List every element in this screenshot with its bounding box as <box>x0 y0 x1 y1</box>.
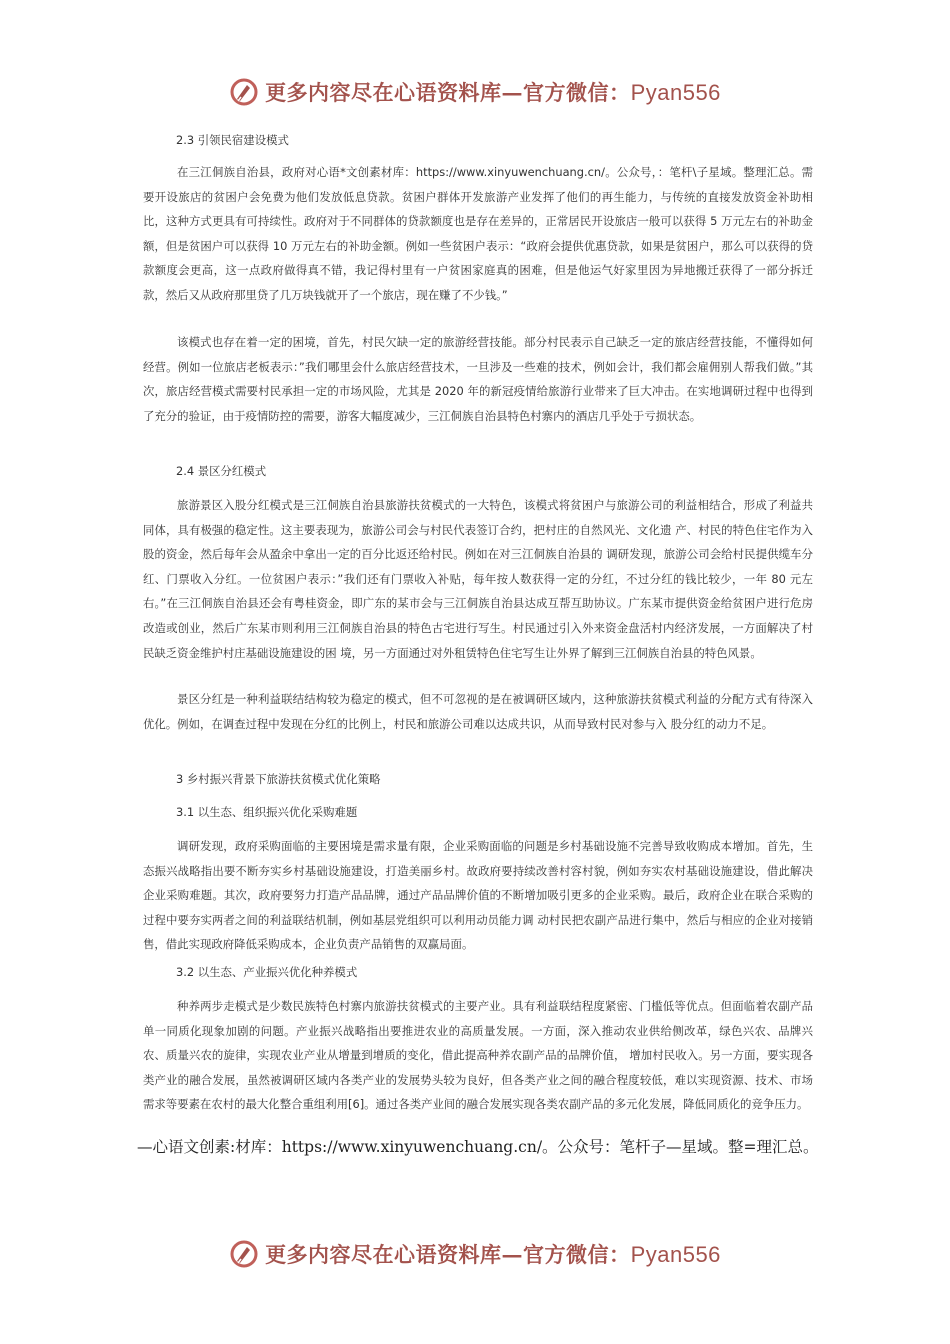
paragraph-1 <box>143 160 813 308</box>
paragraph-text: 在三江侗族自治县，政府对心语*文创素材库：https://www.xinyuwenchuang.cn/。公众号，：笔杆\子星域。整理汇总。需要开设旅店的贫困户会免费为他们发放低息贷款。贫困户群体开发旅游产业发挥了他们的再生能力，与传统的直接发放资金补助相比，这种方式更具有可持续性。政府对于不同群体的贷款额度也是存在差异的，正常居民开设旅店一般可以获得 5 万元左右的补助金额，但是贫困户可以获得 10 万元左右的补助金额。例如一些贫困户表示：“政府会提供优惠贷款，如果是贫困户，那么可以获得的贷款额度会更高，这一点政府做得真不错，我记得村里有一户贫困家庭真的困难，但是他运气好家里因为异地搬迁获得了一部分拆迁款，然后又从政府那里贷了几万块钱就开了一个旅店，现在赚了不少钱。” <box>143 165 813 302</box>
banner-slogan: 更多内容尽在心语资料库—官方微信： <box>265 80 631 105</box>
banner-wechat-id: Pyan556 <box>630 80 721 105</box>
pen-circle-logo-icon <box>229 77 259 107</box>
paragraph-4 <box>143 687 813 736</box>
banner-text <box>265 1239 721 1269</box>
heading-2-4: 2.4 景区分红模式 <box>176 464 267 478</box>
banner-wechat-id: Pyan556 <box>630 1242 721 1267</box>
pen-circle-logo-icon <box>229 1239 259 1269</box>
paragraph-text: 调研发现，政府采购面临的主要困境是需求量有限，企业采购面临的问题是乡村基础设施不完善导致收购成本增加。首先，生态振兴战略指出要不断夯实乡村基础设施建设，打造美丽乡村。故政府要持续改善村容村貌，例如夯实农村基础设施建设，借此解决企业采购难题。其次，政府要努力打造产品品牌，通过产品品牌价值的不断增加吸引更多的企业采购。最后，政府企业在联合采购的过程中要夯实两者之间的利益联结机制，例如基层党组织可以利用动员能力调 动村民把农副产品进行集中，然后与相应的企业对接销售，借此实现政府降低采购成本，企业负责产品销售的双赢局面。 <box>143 839 813 952</box>
paragraph-text: 该模式也存在着一定的困境，首先，村民欠缺一定的旅游经营技能。部分村民表示自己缺乏一定的旅店经营技能，不懂得如何经营。例如一位旅店老板表示：”我们哪里会什么旅店经营技术，一旦涉及一些难的技术，例如会计，我们都会雇佣别人帮我们做。”其次，旅店经营模式需要村民承担一定的市场风险，尤其是 2020 年的新冠疫情给旅游行业带来了巨大冲击。在实地调研过程中也得到了充分的验证，由于疫情防控的需要，游客大幅度减少，三江侗族自治县特色村寨内的酒店几乎处于亏损状态。 <box>143 335 813 423</box>
paragraph-6 <box>143 994 813 1117</box>
heading-3-1: 3.1 以生态、组织振兴优化采购难题 <box>176 805 358 819</box>
header-banner <box>0 72 950 112</box>
paragraph-text: 旅游景区入股分红模式是三江侗族自治县旅游扶贫模式的一大特色，该模式将贫困户与旅游公司的利益相结合，形成了利益共同体，具有极强的稳定性。这主要表现为，旅游公司会与村民代表签订合约，把村庄的自然风光、文化遗 产、村民的特色住宅作为入股的资金，然后每年会从盈余中拿出一定的百分比返还给村民。例如在对三江侗族自治县的 调研发现，旅游公司会给村民提供缆车分红、门票收入分红。一位贫困户表示：”我们还有门票收入补贴，每年按人数获得一定的分红，不过分红的钱比较少，一年 80 元左右。”在三江侗族自治县还会有粤桂资金，即广东的某市会与三江侗族自治县达成互帮互助协议。广东某市提供资金给贫困户进行危房改造或创业，然后广东某市则利用三江侗族自治县的特色古宅进行写生。村民通过引入外来资金盘活村内经济发展，一方面解决了村民缺乏资金维护村庄基础设施建设的困 境，另一方面通过对外租赁特色住宅写生让外界了解到三江侗族自治县的特色风景。 <box>143 498 813 660</box>
paragraph-5 <box>143 834 813 957</box>
heading-3: 3 乡村振兴背景下旅游扶贫模式优化策略 <box>176 772 381 786</box>
banner-slogan: 更多内容尽在心语资料库—官方微信： <box>265 1242 631 1267</box>
footer-banner <box>0 1234 950 1274</box>
paragraph-text: 种养两步走模式是少数民族特色村寨内旅游扶贫模式的主要产业。具有利益联结程度紧密、门槛低等优点。但面临着农副产品单一同质化现象加剧的问题。产业振兴战略指出要推进农业的高质量发展。一方面，深入推动农业供给侧改革，绿色兴农、品牌兴农、质量兴农的旋律，实现农业产业从增量到增质的变化，借此提高种养农副产品的品牌价值， 增加村民收入。另一方面，要实现各类产业的融合发展，虽然被调研区域内各类产业的发展势头较为良好，但各类产业之间的融合程度较低，难以实现资源、技术、市场需求等要素在农村的最大化整合重组利用[6]。通过各类产业间的融合发展实现各类农副产品的多元化发展，降低同质化的竞争压力。 <box>143 999 813 1112</box>
banner-text <box>265 77 721 107</box>
paragraph-2 <box>143 330 813 428</box>
heading-2-3: 2.3 引领民宿建设模式 <box>176 133 289 147</box>
paragraph-text: 景区分红是一种利益联结结构较为稳定的模式，但不可忽视的是在被调研区域内，这种旅游扶贫模式利益的分配方式有待深入优化。例如，在调查过程中发现在分红的比例上，村民和旅游公司难以达成共识，从而导致村民对参与入 股分红的动力不足。 <box>143 692 813 731</box>
source-note: —心语文创素:材库：https://www.xinyuwenchuang.cn/。公众号：笔杆子—星域。整=理汇总。 <box>137 1138 819 1156</box>
heading-3-2: 3.2 以生态、产业振兴优化种养模式 <box>176 965 358 979</box>
paragraph-3 <box>143 493 813 665</box>
